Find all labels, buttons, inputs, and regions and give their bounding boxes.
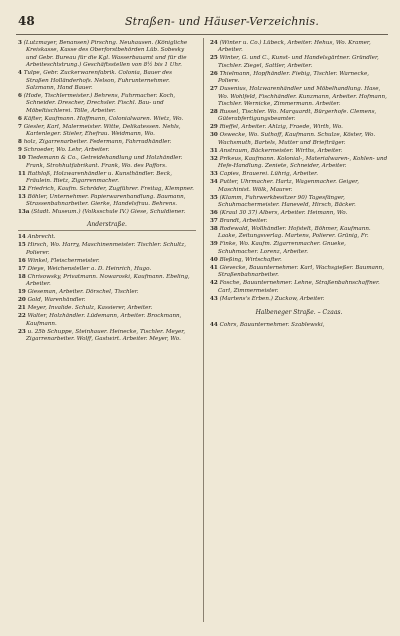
residents-text: Putter, Uhrmacher. Hartz, Wagenmacher. Geiger, Maschinist. Wölk, Maurer. (218, 179, 359, 193)
house-number: 41 (210, 264, 218, 271)
residents-text: Prikeus, Kaufmann. Kolonial-, Materialwaren-, Kohlen- und Hefe-Handlung. Zeniete, Schneider, Arbeiter. (218, 155, 388, 170)
page-number: 48 (18, 14, 35, 28)
address-entry (210, 179, 388, 194)
address-entry (18, 289, 196, 296)
house-number: 6 (18, 115, 22, 122)
residents-text: Rieffel, Arbeiter. Ahlzig, Fraede, Wirth, Wo. (219, 124, 343, 131)
residents-text: Käfter, Kaufmann. Hoffmann, Colonialwaren. Wietz, Wo. (23, 115, 184, 122)
left-entry-list (18, 40, 196, 217)
address-entry (18, 305, 196, 312)
house-number: 37 (210, 218, 218, 225)
house-number: 18 (18, 273, 26, 280)
right-entry-list-2 (210, 322, 388, 329)
residents-text: (Kraul 30 37) Albers, Arbeiter. Heimann, Wo. (219, 210, 348, 217)
residents-text: Cohrs, Bauunternehmer. Szablewski, (219, 321, 325, 328)
address-entry (210, 210, 388, 217)
house-number: 39 (210, 241, 218, 248)
house-number: 13 (18, 194, 26, 201)
address-entry (210, 296, 388, 303)
house-number: 28 (210, 109, 218, 116)
residents-text: Rathloß, Holzwarenhändler u. Kunsthändler. Beck, Fräulein. Rietz, Zigarrenmacher. (26, 170, 173, 185)
right-section-heading: Halbeneger Straße. – Czaas. (255, 309, 343, 317)
house-number: 17 (18, 265, 26, 272)
residents-text: Tiedemann & Co., Getreidehandlung und Holzhändler. Frank, Strohhutfabrikant. Frank, Wo. des Paffors. (26, 155, 183, 169)
address-entry (18, 258, 196, 265)
house-number: 33 (210, 171, 218, 178)
residents-text: (Hode, Tischlermeister.) Behrens, Fuhrmacher. Koch, Schneider. Drescher, Drechsler. Fischl. Bau- und Möbeltischlerei. Tölle, Arbeiter. (23, 93, 176, 114)
address-entry (18, 186, 196, 193)
house-number: 40 (210, 256, 218, 263)
residents-text: Anstraum, Bäckermeister. Wirths, Arbeiter. (219, 147, 343, 154)
residents-text: Rodewald, Wollhändler. Hofstelt, Böhmer, Kaufmann. Laake, Zeitungsverlag. Martens, Polierer. Grünig, Fr. (218, 226, 371, 240)
address-entry (18, 209, 196, 216)
address-entry (18, 40, 196, 70)
residents-text: Capies, Brauerei. Lührig, Arbeiter. (219, 171, 318, 178)
address-entry (18, 234, 196, 241)
house-number: 25 (210, 55, 218, 62)
address-entry (210, 132, 388, 147)
residents-text: Finke, Wo. Kaufm. Zigarrenmacher. Gnueke, Schuhmacher. Lorenz, Arbeiter. (218, 241, 346, 255)
address-entry (18, 116, 196, 123)
address-entry (18, 274, 196, 289)
house-number: 44 (210, 321, 218, 328)
address-entry (210, 257, 388, 264)
residents-text: Hirsch, Wo. Harry, Maschinenmeister. Tischler. Schultz, Polierer. (26, 242, 187, 256)
residents-text: (Martens's Erben.) Zuckow, Arbeiter. (219, 295, 325, 302)
address-entry (18, 155, 196, 170)
house-number: 16 (18, 257, 26, 264)
residents-text: Böhler, Unternehmer. Papierwarenhandlung. Baumann, Strassenbahnarbeiter. Gierke, Handelsfrau. Behrens. (26, 194, 186, 208)
address-entry (18, 297, 196, 304)
residents-text: Friedrich, Kaufm. Schröder, Zugführer. Freitag, Klempner. (27, 186, 194, 193)
left-section-heading: Anderstraße. (18, 221, 196, 231)
house-number: 8 (18, 139, 22, 146)
page-title: Straßen- und Häuser-Verzeichnis. (124, 15, 320, 28)
house-number: 24 (210, 40, 218, 46)
house-number: 26 (210, 70, 218, 77)
residents-text: holz, Zigarrenarbeiter. Federmann, Fahrradhändler. (23, 139, 172, 146)
address-entry (210, 280, 388, 295)
house-number: 43 (210, 295, 218, 302)
address-entry (210, 109, 388, 124)
address-entry (210, 322, 388, 329)
left-entry-list-2 (18, 234, 196, 343)
residents-text: Tulpe, Gebr. Zuckerwarenfabrik. Colonia, Bauer des Straßen Holländerhofs. Nelson, Fuhrunternehmer. Salzmann, Hand Bauer. (23, 70, 172, 92)
house-number: 27 (210, 86, 218, 93)
address-entry (210, 55, 388, 70)
address-entry (18, 171, 196, 186)
house-number: 34 (210, 179, 218, 186)
house-number: 21 (18, 305, 26, 312)
header-rule (16, 34, 388, 35)
residents-text: u. 25b Schuppe, Steinhauer. Heinecke, Tischler. Meyer, Zigarrenarbeiter. Wolff, Gastwirt. Arbeiter. Meyer, Wo. (26, 328, 186, 342)
address-entry (210, 226, 388, 241)
house-number: 42 (210, 280, 218, 287)
column-divider (203, 38, 204, 622)
address-entry (210, 124, 388, 131)
house-number: 29 (210, 124, 218, 131)
house-number: 13a (18, 209, 30, 216)
house-number: 14 (18, 234, 26, 241)
residents-text: Oswecke, Wo. Suthoff, Kaufmann. Schulze, Köster, Wo. Wachsmuth, Bartels, Mutter und Briefträger. (218, 132, 376, 146)
address-entry (210, 148, 388, 155)
residents-text: Schroeder, Wo. Lehr, Arbeiter. (23, 147, 110, 154)
address-entry (210, 71, 388, 86)
address-entry (210, 171, 388, 178)
residents-text: Gold, Warenhändler. (27, 297, 86, 304)
residents-text: (Winter u. Co.) Lübeck, Arbeiter. Hehus, Wo. Kramer, Arbeiter. (218, 40, 371, 54)
residents-text: Winkel, Fleischermeister. (27, 257, 100, 264)
address-entry (210, 156, 388, 171)
address-entry (210, 40, 388, 55)
house-number: 31 (210, 147, 218, 154)
address-entry (18, 329, 196, 344)
house-number: 23 (18, 328, 26, 335)
residents-text: Russel, Tischler. Wo. Marquardt, Bürgerhofe. Clemens, Güterabfertigungsbeamter. (218, 109, 377, 123)
house-number: 10 (18, 155, 26, 162)
residents-text: Anbrecht. (27, 234, 56, 241)
right-entry-list (210, 40, 388, 303)
house-number: 4 (18, 70, 22, 77)
address-entry (18, 313, 196, 328)
address-entry (210, 218, 388, 225)
house-number: 7 (18, 123, 22, 130)
house-number: 22 (18, 313, 26, 320)
left-column (18, 40, 196, 344)
house-number: 19 (18, 289, 26, 296)
house-number: 30 (210, 132, 218, 139)
address-entry (18, 242, 196, 257)
house-number: 32 (210, 155, 218, 162)
house-number: 20 (18, 297, 26, 304)
address-entry (18, 70, 196, 92)
residents-text: (Stadt. Museum.) (Volksschule IV.) Giese, Schuldiener. (31, 209, 186, 216)
address-entry (18, 93, 196, 115)
house-number: 9 (18, 147, 22, 154)
address-entry (18, 194, 196, 209)
address-entry (210, 241, 388, 256)
residents-text: Gieseman, Arbeiter. Dörschel, Tischler. (27, 289, 139, 296)
page-header (18, 14, 386, 32)
residents-text: Winter, G. und C., Kunst- und Handelsgärtner. Gründler, Tischler. Ziegel, Sattler, Arbeiter. (218, 55, 379, 69)
residents-text: Dieye, Weichensteller a. D. Heinrich, Hugo. (27, 265, 152, 272)
residents-text: Walter, Holzhändler. Lüdemann, Arbeiter. Brockmann, Kaufmann. (26, 313, 182, 327)
residents-text: (Lutzmayer, Benansen) Pirschng. Neuhausen. (Königliche Kreiskasse, Kasse des Oberforstbehörden Lüb. Sobesky und Gebr. Bureau für die Kgl. Wasserbauamt und für die Arbeiteschtstrung.) Geschäftsstellen von 8½ bis 1 Uhr. (23, 40, 188, 69)
house-number: 38 (210, 226, 218, 233)
residents-text: Chrisowsky, Privatmann. Nowaroski, Kaufmann. Ebeling, Arbeiter. (26, 273, 190, 288)
house-number: 36 (210, 210, 218, 217)
residents-text: (Klamm, Fuhrwerkbesitzer 90) Tagesfänger, Schuhmachermeister. Haneveld, Hirsch, Bäcker. (218, 194, 356, 209)
house-number: 15 (18, 242, 26, 249)
house-number: 35 (210, 194, 218, 201)
residents-text: Dusenius, Holzwarenhändler und Möbelhandlung. Hase, Wo. Wohlfeld, Fischhändler. Kunzmann, Arbeiter. Hofmann, Tischler. Wernicke, Zimmermann. Arbeiter. (218, 86, 387, 108)
address-entry (210, 86, 388, 108)
right-column (210, 40, 388, 330)
house-number: 11 (18, 170, 26, 177)
address-entry (18, 139, 196, 146)
address-entry (210, 195, 388, 210)
address-entry (210, 265, 388, 280)
house-number: 12 (18, 186, 26, 193)
address-entry (18, 147, 196, 154)
house-number: 3 (18, 40, 22, 46)
address-entry (18, 124, 196, 139)
residents-text: Meyer, Invalide. Schulz, Kassierer, Arbeiter. (27, 305, 153, 312)
residents-text: Brandt, Arbeiter. (219, 218, 268, 225)
residents-text: Thielmann, Hopfhändler. Fiebig, Tischler. Warnecke, Poliere. (218, 70, 370, 85)
residents-text: Bleßing, Wirtschafter. (219, 256, 282, 263)
residents-text: Fosche, Bauunternehmer. Lehne, Straßenbahnschaffner. Carl, Zimmermeister. (218, 280, 380, 294)
address-entry (18, 266, 196, 273)
residents-text: Giesler, Karl, Malermeister. Witte, Delikatessen. Nehls, Kartenleger. Stieler, Ehefrau. Weidmann, Wo. (23, 123, 181, 138)
residents-text: Gievecke, Bauunternehmer. Karl, Wachsgießer. Baumann, Straßenbahnarbeiter. (218, 264, 384, 279)
house-number: 6 (18, 93, 22, 100)
